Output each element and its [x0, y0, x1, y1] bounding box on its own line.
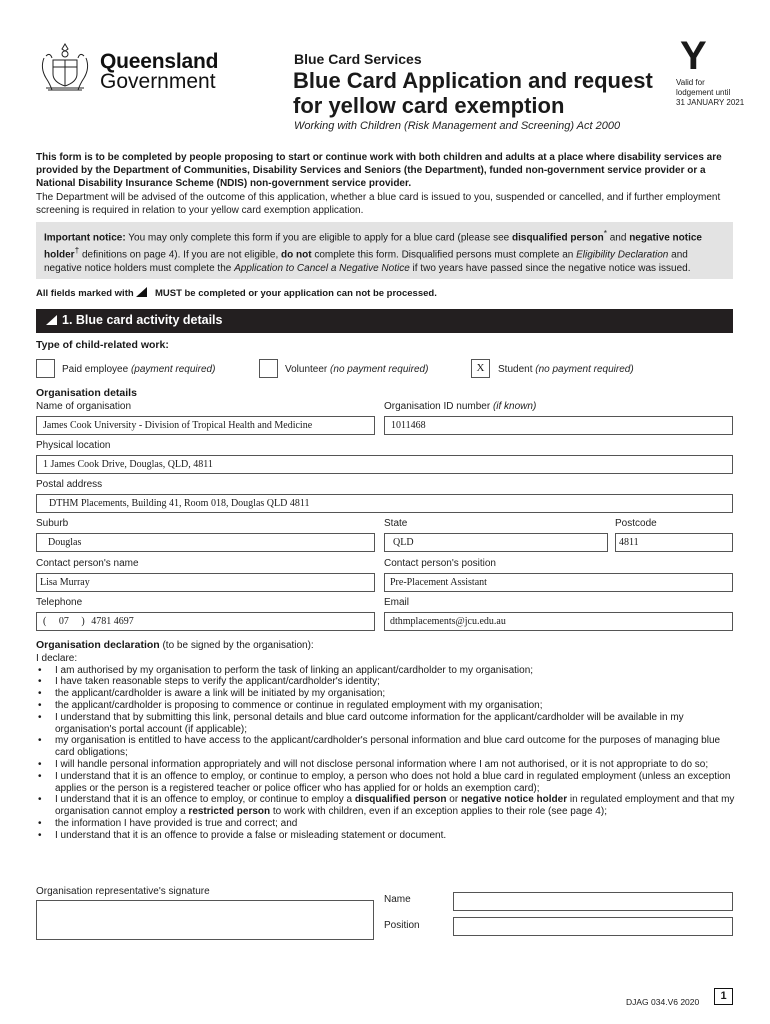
declaration-item: • the applicant/cardholder is proposing to commence or continue in regulated employment with my organisation; — [36, 700, 736, 712]
postcode-label: Postcode — [615, 518, 657, 529]
declaration-item: • I understand that by submitting this link, personal details and blue card outcome information for the applicant/cardholder will be available in my organisation's portal account (if applicable); — [36, 712, 736, 736]
suburb-field[interactable]: Douglas — [36, 533, 375, 552]
rep-position-field[interactable] — [453, 917, 733, 936]
physical-location-label: Physical location — [36, 440, 111, 451]
declaration-item: • I understand that it is an offence to employ, or continue to employ, a person who does not hold a blue card in regulated employment (unless an exception applies or the person is a registered teacher or police officer who has applied for or holds an exemption card); — [36, 771, 736, 795]
service-name: Blue Card Services — [294, 51, 422, 67]
org-details-heading: Organisation details — [36, 387, 137, 399]
rep-name-field[interactable] — [453, 892, 733, 911]
volunteer-label: Volunteer (no payment required) — [285, 364, 429, 375]
postal-address-label: Postal address — [36, 479, 103, 490]
act-reference: Working with Children (Risk Management and Screening) Act 2000 — [294, 120, 621, 132]
intro-text: The Department will be advised of the outcome of this application, whether a blue card is issued to you, suspended or cancelled, and if further employment screening is required in relation to your yellow card exemption application. — [36, 192, 721, 216]
declaration-item: • I understand that it is an offence to employ, or continue to employ a disqualified person or negative notice holder in regulated employment and that my organisation cannot employ a restricted person to work with children, even if an exception applies to their role (see page 4); — [36, 794, 736, 818]
mandatory-triangle-icon — [136, 287, 147, 297]
position-label: Position — [384, 920, 420, 931]
paid-employee-checkbox[interactable] — [36, 359, 55, 378]
postcode-field[interactable]: 4811 — [615, 533, 733, 552]
declaration-item: • the applicant/cardholder is aware a link will be initiated by my organisation; — [36, 688, 736, 700]
org-id-field[interactable]: 1011468 — [384, 416, 733, 435]
contact-position-label: Contact person's position — [384, 558, 496, 569]
email-label: Email — [384, 597, 410, 608]
physical-location-field[interactable]: 1 James Cook Drive, Douglas, QLD, 4811 — [36, 455, 733, 474]
validity-note: Valid for lodgement until 31 JANUARY 2021 — [676, 78, 745, 107]
organisation-declaration: Organisation declaration (to be signed by the organisation): I declare: • I am authorised by my organisation to perform the task of linking an applicant/cardholder to my organisation; • I have taken reasonable steps to verify the applicant/cardholder's identity; • the applicant/cardholder is aware a link will be initiated by my organisation; • the applicant/cardholder is proposing to commence or continue in regulated employment with my organisation; • I understand that by submitting this link, personal details and blue card outcome information for the applicant/cardholder will be available in my organisation's portal account (if applicable); • my organisation is entitled to have access to the applicant/cardholder's personal information and blue card outcome for the purposes of managing blue card obligations; • I will handle personal information appropriately and will not disclose personal information where I am not authorised, or it is not appropriate to do so; • I understand that it is an offence to employ, or continue to employ, a person who does not hold a blue card in regulated employment (unless an exception applies or the person is a registered teacher or police officer who has applied for or holds an exemption card); • I understand that it is an offence to employ, or continue to employ a disqualified person or negative notice holder in regulated employment and that my organisation cannot employ a restricted person to work with children, even if an exception applies to their role (see page 4); • the information I have provided is true and correct; and • I understand that it is an offence to provide a false or misleading statement or document. — [36, 640, 736, 842]
section-1-header: 1. Blue card activity details — [36, 309, 733, 333]
declaration-item: • I understand that it is an offence to provide a false or misleading statement or document. — [36, 830, 736, 842]
contact-name-field[interactable]: Lisa Murray — [36, 573, 375, 592]
contact-name-label: Contact person's name — [36, 558, 139, 569]
declaration-item: • my organisation is entitled to have access to the applicant/cardholder's personal information and blue card outcome for the purposes of managing blue card obligations; — [36, 735, 736, 759]
name-label: Name — [384, 894, 411, 905]
declaration-item: • I will handle personal information appropriately and will not disclose personal information where I am not authorised, or it is not appropriate to do so; — [36, 759, 736, 771]
brand-name: Queensland — [100, 50, 219, 73]
work-type-label: Type of child-related work: — [36, 339, 169, 351]
org-name-label: Name of organisation — [36, 401, 132, 412]
suburb-label: Suburb — [36, 518, 69, 529]
page-number: 1 — [714, 988, 733, 1005]
declaration-item: • the information I have provided is true and correct; and — [36, 818, 736, 830]
mandatory-triangle-icon — [46, 315, 57, 325]
contact-position-field[interactable]: Pre-Placement Assistant — [384, 573, 733, 592]
postal-address-field[interactable]: DTHM Placements, Building 41, Room 018, Douglas QLD 4811 — [36, 494, 733, 513]
email-field[interactable]: dthmplacements@jcu.edu.au — [384, 612, 733, 631]
form-title: Blue Card Application and request for yellow card exemption — [293, 68, 653, 118]
student-checkbox[interactable]: X — [471, 359, 490, 378]
volunteer-checkbox[interactable] — [259, 359, 278, 378]
signature-label: Organisation representative's signature — [36, 886, 210, 897]
intro-bold-text: This form is to be completed by people proposing to start or continue work with both children and adults at a place where disability services are provided by the Department of Communities, Disability Services and Seniors (the Department), funded non-government service provider or a National Disability Insurance Scheme (NDIS) non-government service provider. — [36, 152, 722, 189]
org-id-label: Organisation ID number (if known) — [384, 401, 537, 412]
telephone-label: Telephone — [36, 597, 83, 608]
state-field[interactable]: QLD — [384, 533, 608, 552]
declaration-item: • I am authorised by my organisation to perform the task of linking an applicant/cardholder to my organisation; — [36, 665, 736, 677]
important-notice: Important notice: You may only complete this form if you are eligible to apply for a blue card (please see disqualified person* and negative notice holder† definitions on page 4). If you are not eligible, do not complete this form. Disqualified persons must complete an Eligibility Declaration and negative notice holders must complete the Application to Cancel a Negative Notice if two years have passed since the negative notice was issued. — [36, 222, 733, 279]
brand-government: Government — [100, 70, 216, 93]
org-name-field[interactable]: James Cook University - Division of Tropical Health and Medicine — [36, 416, 375, 435]
mandatory-fields-note: All fields marked with MUST be completed or your application can not be processed. — [36, 288, 437, 299]
form-code: DJAG 034.V6 2020 — [626, 997, 700, 1007]
student-label: Student (no payment required) — [498, 364, 634, 375]
paid-employee-label: Paid employee (payment required) — [62, 364, 216, 375]
declaration-item: • I have taken reasonable steps to verify the applicant/cardholder's identity; — [36, 676, 736, 688]
queensland-crest-logo — [36, 40, 94, 94]
signature-field[interactable] — [36, 900, 374, 940]
form-letter: Y — [680, 34, 707, 78]
telephone-field[interactable]: ( 07 ) 4781 4697 — [36, 612, 375, 631]
state-label: State — [384, 518, 408, 529]
